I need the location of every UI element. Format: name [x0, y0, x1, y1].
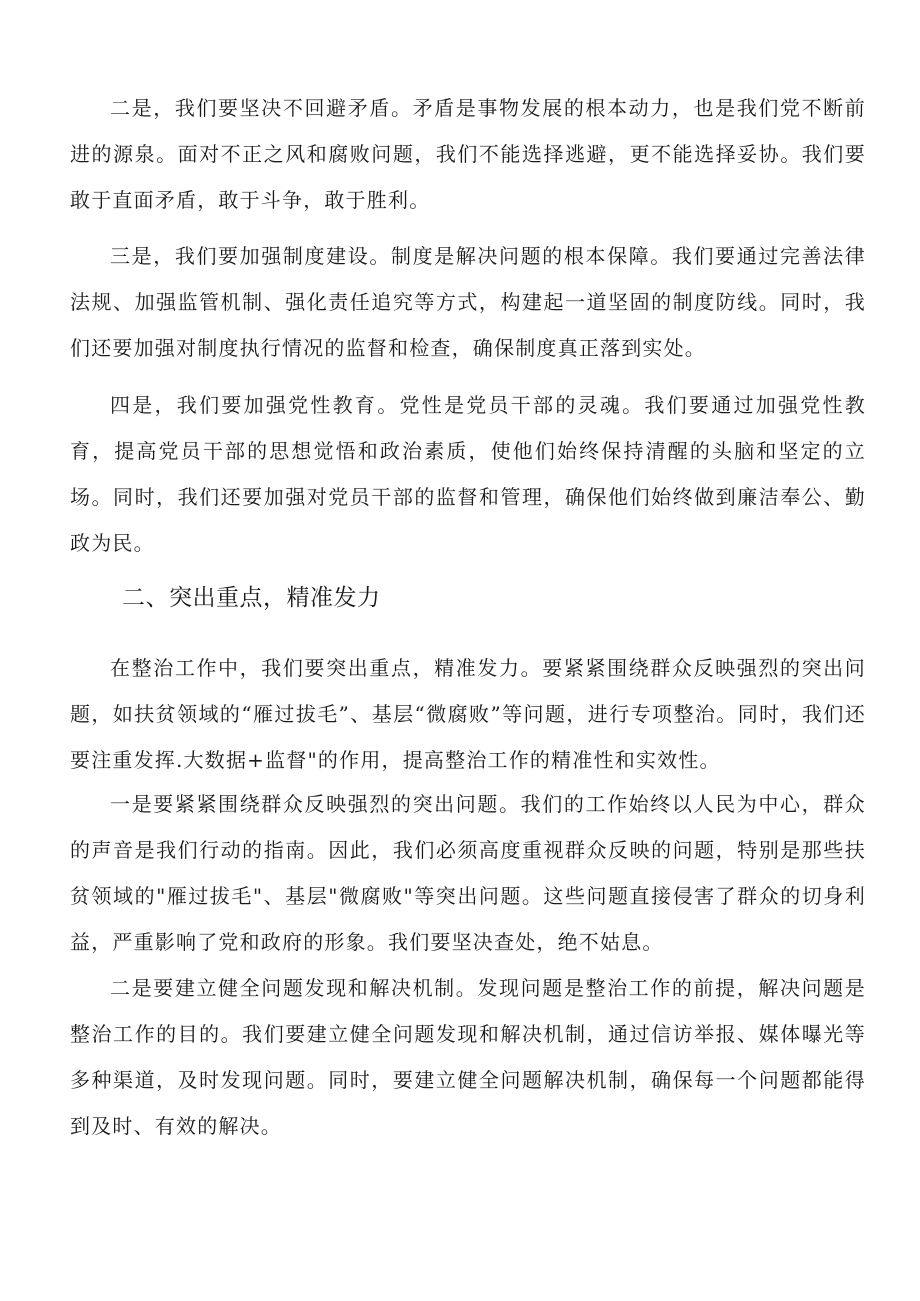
section-heading: 二、突出重点，精准发力 [122, 585, 381, 611]
paragraph-item-two: 二是要建立健全问题发现和解决机制。发现问题是整治工作的前提，解决问题是整治工作的目的。我们要建立健全问题发现和解决机制，通过信访举报、媒体曝光等多种渠道，及时发现问题。同时，要建立健全问题解决机制，确保每一个问题都能得到及时、有效的解决。 [70, 976, 866, 1138]
paragraph-point-four: 四是，我们要加强党性教育。党性是党员干部的灵魂。我们要通过加强党性教育，提高党员干部的思想觉悟和政治素质，使他们始终保持清醒的头脑和坚定的立场。同时，我们还要加强对党员干部的监督和管理，确保他们始终做到廉洁奉公、勤政为民。 [70, 393, 866, 555]
paragraph-point-three: 三是，我们要加强制度建设。制度是解决问题的根本保障。我们要通过完善法律法规、加强监管机制、强化责任追究等方式，构建起一道坚固的制度防线。同时，我们还要加强对制度执行情况的监督和检查，确保制度真正落到实处。 [70, 244, 866, 360]
paragraph-item-one: 一是要紧紧围绕群众反映强烈的突出问题。我们的工作始终以人民为中心，群众的声音是我们行动的指南。因此，我们必须高度重视群众反映的问题，特别是那些扶贫领域的"雁过拔毛"、基层"微腐败"等突出问题。这些问题直接侵害了群众的切身利益，严重影响了党和政府的形象。我们要坚决查处，绝不姑息。 [70, 792, 866, 954]
paragraph-point-two: 二是，我们要坚决不回避矛盾。矛盾是事物发展的根本动力，也是我们党不断前进的源泉。面对不正之风和腐败问题，我们不能选择逃避，更不能选择妥协。我们要敢于直面矛盾，敢于斗争，敢于胜利。 [70, 96, 866, 212]
paragraph-section-intro: 在整治工作中，我们要突出重点，精准发力。要紧紧围绕群众反映强烈的突出问题，如扶贫领域的“雁过拔毛”、基层“微腐败”等问题，进行专项整治。同时，我们还要注重发挥.大数据+监督"的作用，提高整治工作的精准性和实效性。 [70, 656, 866, 772]
